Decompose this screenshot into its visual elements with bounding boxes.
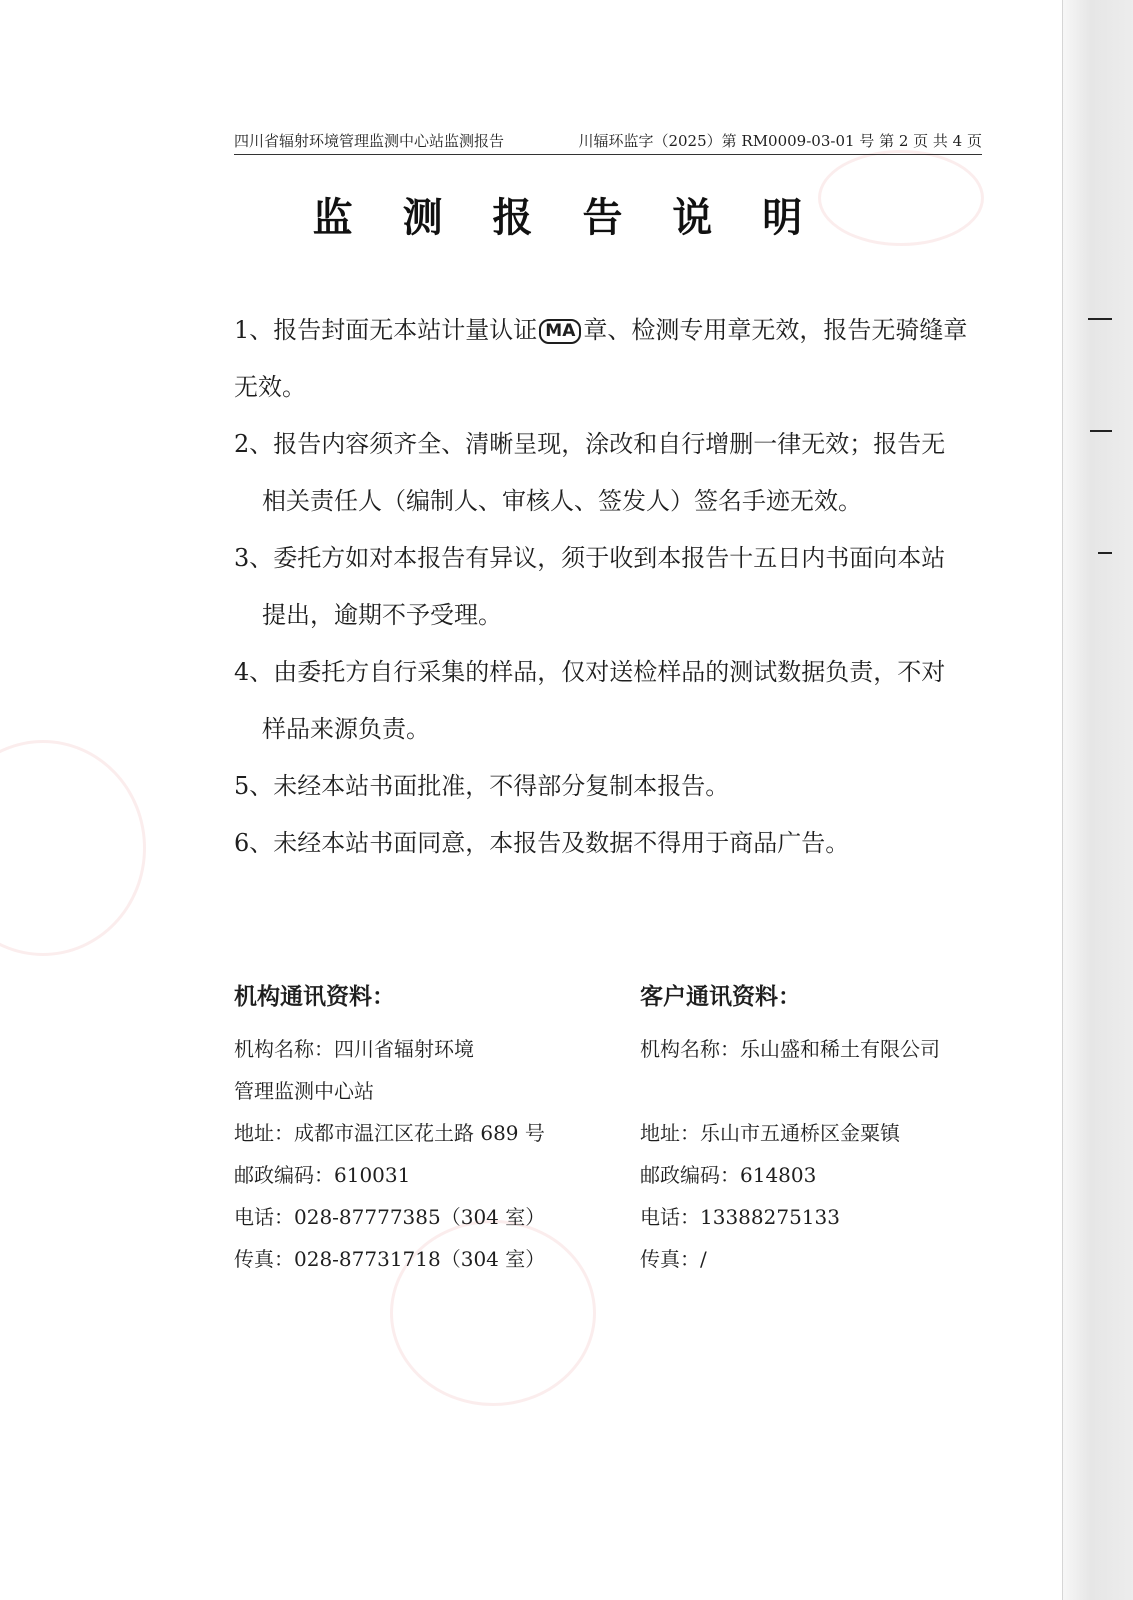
note-text: 未经本站书面批准，不得部分复制本报告。: [273, 772, 730, 800]
org-contact-heading: 机构通讯资料：: [234, 984, 395, 1010]
spacer-line: [640, 1070, 1010, 1112]
note-number: 6、: [234, 829, 274, 857]
org-fax: 传真：028-87731718（304 室）: [234, 1247, 546, 1271]
note-number: 5、: [234, 772, 274, 800]
page-header: [234, 128, 982, 155]
client-postcode: 邮政编码：614803: [640, 1163, 817, 1187]
note-item: [234, 644, 986, 758]
edge-mark: [1088, 318, 1112, 320]
note-text: 由委托方自行采集的样品，仅对送检样品的测试数据负责，不对: [273, 658, 946, 686]
note-item: [234, 758, 986, 815]
org-name-line-continued: 管理监测中心站: [234, 1079, 374, 1103]
client-fax: 传真：/: [640, 1247, 707, 1271]
note-item: [234, 302, 986, 416]
note-text-continued: 相关责任人（编制人、审核人、签发人）签名手迹无效。: [262, 487, 862, 515]
client-name: 机构名称：乐山盛和稀土有限公司: [640, 1037, 940, 1061]
client-phone: 电话：13388275133: [640, 1205, 840, 1229]
org-address: 地址：成都市温江区花土路 689 号: [234, 1121, 545, 1145]
notes-list: [234, 302, 986, 872]
client-contact-block: [640, 980, 1010, 1280]
note-text-continued: 提出，逾期不予受理。: [262, 601, 502, 629]
note-text-continued: 样品来源负责。: [262, 715, 430, 743]
page-title: 监 测 报 告 说 明: [312, 195, 821, 241]
note-item: [234, 815, 986, 872]
org-phone: 电话：028-87777385（304 室）: [234, 1205, 546, 1229]
note-number: 4、: [234, 658, 274, 686]
note-number: 2、: [234, 430, 274, 458]
note-number: 1、: [234, 316, 274, 344]
note-text: 未经本站书面同意，本报告及数据不得用于商品广告。: [273, 829, 850, 857]
note-text: 报告封面无本站计量认证: [273, 316, 538, 344]
org-contact-block: [234, 980, 604, 1280]
edge-mark: [1098, 552, 1112, 554]
client-address: 地址：乐山市五通桥区金粟镇: [640, 1121, 900, 1145]
org-name-line: 机构名称：四川省辐射环境: [234, 1037, 474, 1061]
note-number: 3、: [234, 544, 274, 572]
ma-certification-mark: MA: [539, 319, 581, 344]
note-text: 章、检测专用章无效，报告无骑缝章无效。: [234, 316, 968, 401]
note-item: [234, 416, 986, 530]
header-report-ref: 川辐环监字（2025）第 RM0009-03-01 号 第 2 页 共 4 页: [578, 132, 982, 150]
client-contact-heading: 客户通讯资料：: [640, 984, 801, 1010]
note-text: 委托方如对本报告有异议，须于收到本报告十五日内书面向本站: [273, 544, 946, 572]
faint-seal-impression: [0, 740, 146, 956]
note-item: [234, 530, 986, 644]
edge-mark: [1090, 430, 1112, 432]
org-postcode: 邮政编码：610031: [234, 1163, 411, 1187]
header-institution: 四川省辐射环境管理监测中心站监测报告: [234, 132, 505, 150]
note-text: 报告内容须齐全、清晰呈现，涂改和自行增删一律无效；报告无: [273, 430, 946, 458]
